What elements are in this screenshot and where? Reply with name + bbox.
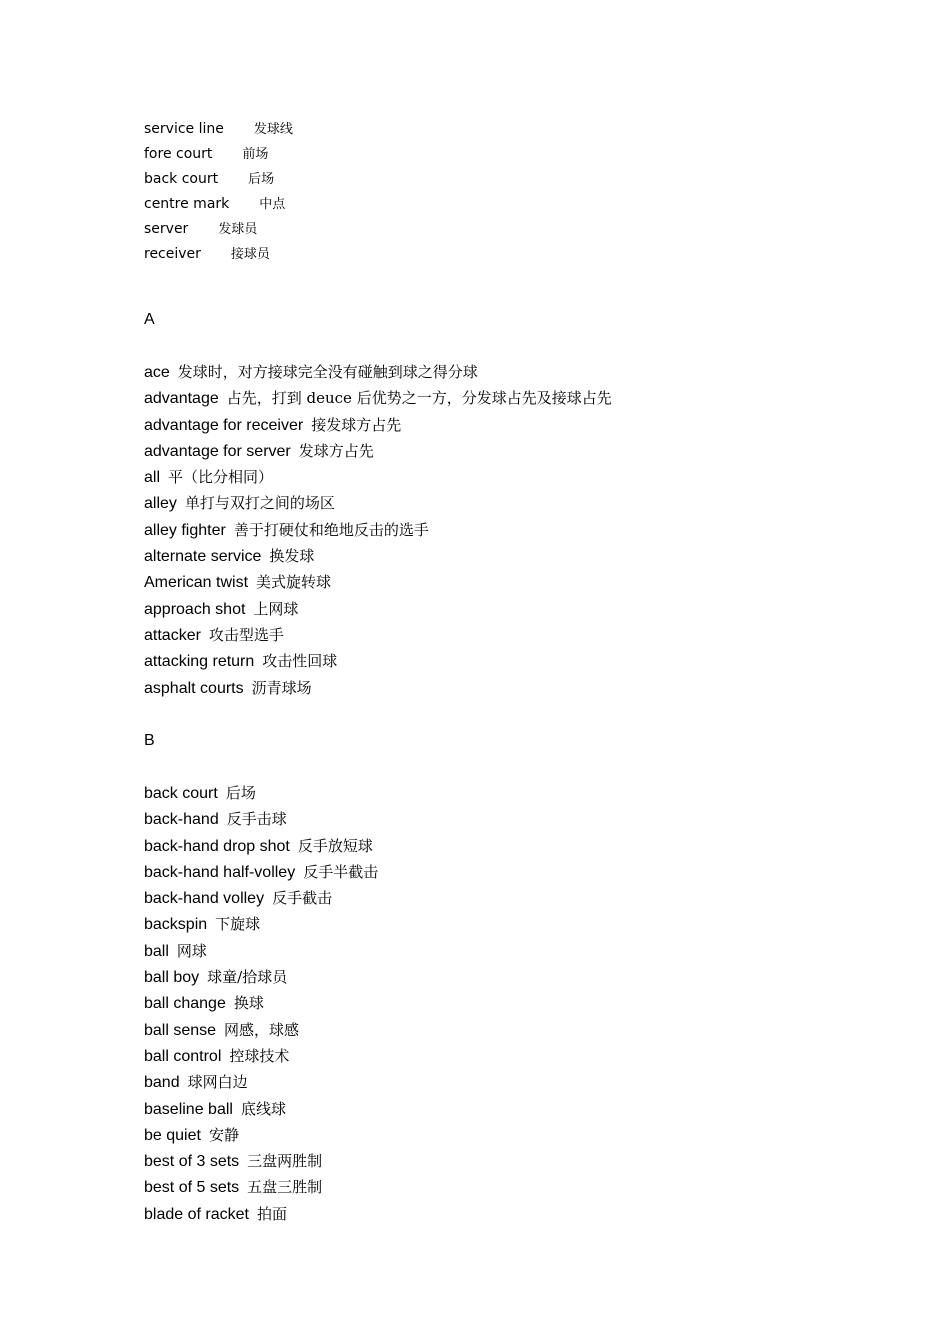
term-chinese: 控球技术 — [229, 1046, 290, 1065]
glossary-entry — [144, 780, 378, 806]
glossary-entry — [144, 1201, 378, 1227]
term-chinese: 安静 — [208, 1125, 239, 1144]
term-english: advantage for receiver — [144, 416, 304, 434]
term-chinese: 接发球方占先 — [311, 415, 402, 434]
glossary-entry — [144, 464, 612, 490]
glossary-entry — [144, 1043, 378, 1069]
glossary-entry — [144, 1122, 378, 1148]
section-b — [144, 728, 378, 1227]
glossary-entry — [144, 622, 612, 648]
intro-term-row — [144, 195, 293, 220]
term-english: advantage for server — [144, 442, 291, 460]
section-letter-a: A — [144, 311, 155, 328]
term-english: server — [144, 221, 189, 237]
term-chinese: 网感，球感 — [224, 1020, 300, 1039]
glossary-entry — [144, 517, 612, 543]
term-chinese: 前场 — [242, 147, 269, 162]
term-english: ball control — [144, 1047, 222, 1065]
term-chinese: 球童/拾球员 — [207, 968, 288, 987]
term-chinese: 上网球 — [253, 599, 299, 618]
term-english: back-hand half-volley — [144, 863, 296, 881]
term-chinese: 换发球 — [269, 547, 315, 566]
glossary-entry — [144, 806, 378, 832]
term-english: band — [144, 1074, 180, 1092]
term-english: asphalt courts — [144, 679, 244, 697]
term-english: best of 5 sets — [144, 1179, 240, 1197]
glossary-entry — [144, 1148, 378, 1174]
term-english: service line — [144, 121, 224, 137]
term-english: baseline ball — [144, 1100, 233, 1118]
term-english: centre mark — [144, 196, 230, 212]
term-chinese: 攻击性回球 — [262, 652, 338, 671]
glossary-entry — [144, 596, 612, 622]
section-a — [144, 307, 612, 701]
term-english: alternate service — [144, 548, 262, 566]
term-chinese: 换球 — [233, 994, 264, 1013]
intro-term-row — [144, 120, 293, 145]
term-chinese: 三盘两胜制 — [247, 1152, 323, 1171]
term-chinese: 占先，打到 deuce 后优势之一方，分发球占先及接球占先 — [226, 389, 612, 408]
term-english: alley — [144, 495, 177, 513]
term-english: best of 3 sets — [144, 1153, 240, 1171]
term-chinese: 拍面 — [256, 1204, 287, 1223]
term-chinese: 五盘三胜制 — [247, 1178, 323, 1197]
term-chinese: 善于打硬仗和绝地反击的选手 — [233, 520, 429, 539]
term-english: back-hand drop shot — [144, 837, 290, 855]
intro-term-list — [144, 120, 293, 270]
term-english: receiver — [144, 246, 201, 262]
term-english: backspin — [144, 916, 208, 934]
term-chinese: 反手截击 — [272, 889, 333, 908]
term-english: advantage — [144, 390, 219, 408]
term-english: ball sense — [144, 1021, 217, 1039]
glossary-entry — [144, 1069, 378, 1095]
glossary-entry — [144, 859, 378, 885]
term-chinese: 攻击型选手 — [208, 625, 284, 644]
term-english: alley fighter — [144, 521, 226, 539]
intro-term-row — [144, 245, 293, 270]
term-chinese: 网球 — [176, 941, 207, 960]
term-chinese: 发球线 — [253, 122, 293, 137]
term-chinese: 发球员 — [218, 222, 258, 237]
glossary-entry — [144, 648, 612, 674]
term-english: back-hand volley — [144, 890, 265, 908]
glossary-entry — [144, 911, 378, 937]
term-english: ball change — [144, 995, 226, 1013]
term-english: ace — [144, 364, 170, 381]
term-english: be quiet — [144, 1126, 201, 1144]
glossary-entry — [144, 833, 378, 859]
term-chinese: 发球时，对方接球完全没有碰触到球之得分球 — [177, 363, 478, 381]
glossary-entry — [144, 885, 378, 911]
term-english: blade of racket — [144, 1205, 249, 1223]
glossary-entry — [144, 543, 612, 569]
glossary-entry — [144, 569, 612, 595]
term-chinese: 中点 — [259, 197, 286, 212]
term-english: fore court — [144, 146, 213, 162]
glossary-entry — [144, 964, 378, 990]
intro-term-row — [144, 220, 293, 245]
term-chinese: 反手半截击 — [303, 862, 379, 881]
term-chinese: 单打与双打之间的场区 — [184, 494, 335, 513]
term-chinese: 反手放短球 — [297, 836, 373, 855]
intro-term-row — [144, 145, 293, 170]
intro-term-row — [144, 170, 293, 195]
term-english: attacker — [144, 626, 201, 644]
term-chinese: 接球员 — [230, 247, 270, 262]
term-chinese: 平（比分相同） — [168, 468, 274, 487]
term-english: all — [144, 469, 161, 487]
term-english: American twist — [144, 574, 249, 592]
term-english: approach shot — [144, 600, 246, 618]
term-chinese: 美式旋转球 — [256, 573, 332, 592]
glossary-entry — [144, 359, 612, 385]
term-english: attacking return — [144, 653, 255, 671]
term-english: ball boy — [144, 969, 200, 987]
section-letter-b: B — [144, 732, 155, 749]
glossary-entry — [144, 938, 378, 964]
term-chinese: 后场 — [225, 784, 256, 802]
term-chinese: 后场 — [248, 172, 275, 187]
glossary-entry — [144, 412, 612, 438]
glossary-entry — [144, 1096, 378, 1122]
glossary-entry — [144, 490, 612, 516]
glossary-entry — [144, 990, 378, 1016]
term-english: back court — [144, 785, 218, 802]
glossary-entry — [144, 1174, 378, 1200]
glossary-entry — [144, 675, 612, 701]
term-english: back-hand — [144, 811, 219, 829]
entry-list-a — [144, 359, 612, 701]
term-chinese: 下旋球 — [215, 915, 261, 934]
entry-list-b — [144, 780, 378, 1227]
glossary-entry — [144, 438, 612, 464]
term-chinese: 底线球 — [240, 1099, 286, 1118]
term-english: back court — [144, 171, 219, 187]
term-chinese: 发球方占先 — [298, 441, 374, 460]
term-english: ball — [144, 942, 169, 960]
glossary-entry — [144, 385, 612, 411]
term-chinese: 沥青球场 — [251, 678, 312, 697]
term-chinese: 反手击球 — [226, 810, 287, 829]
term-chinese: 球网白边 — [187, 1073, 248, 1092]
glossary-entry — [144, 1017, 378, 1043]
